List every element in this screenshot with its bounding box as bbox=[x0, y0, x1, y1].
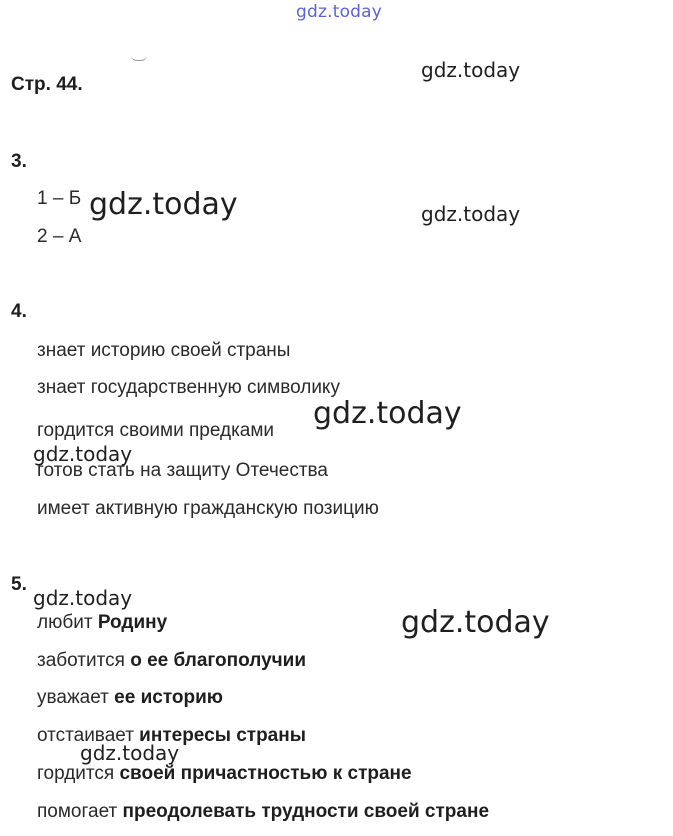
task-5-item: помогает преодолевать трудности своей стране bbox=[37, 801, 490, 822]
watermark: gdz.today bbox=[421, 58, 521, 82]
task-5-item: заботится о ее благополучии bbox=[37, 650, 307, 671]
task-4-item: знает историю своей страны bbox=[37, 340, 291, 361]
task-4-item: знает государственную символику bbox=[37, 377, 340, 398]
task-5-item: уважает ее историю bbox=[37, 687, 223, 708]
task-5-number: 5. bbox=[11, 574, 27, 595]
task-4-number: 4. bbox=[11, 301, 27, 322]
watermark: gdz.today bbox=[89, 187, 238, 222]
task-5-item: гордится своей причастностью к стране bbox=[37, 763, 412, 784]
decorative-mark bbox=[131, 55, 147, 61]
page-title: Стр. 44. bbox=[11, 74, 83, 95]
task-3-answer-1: 1 – Б bbox=[37, 188, 82, 209]
watermark: gdz.today bbox=[33, 586, 133, 610]
watermark-top: gdz.today bbox=[296, 2, 383, 22]
task-5-item: отстаивает интересы страны bbox=[37, 725, 306, 746]
task-3-answer-2: 2 – А bbox=[37, 226, 82, 247]
watermark: gdz.today bbox=[401, 605, 550, 640]
watermark: gdz.today bbox=[80, 741, 180, 765]
watermark: gdz.today bbox=[421, 202, 521, 226]
task-4-item: гордится своими предками bbox=[37, 420, 275, 441]
task-5-item: любит Родину bbox=[37, 612, 168, 633]
task-4-item: имеет активную гражданскую позицию bbox=[37, 498, 379, 519]
task-3-number: 3. bbox=[11, 151, 27, 172]
task-4-item: готов стать на защиту Отечества bbox=[37, 460, 328, 481]
watermark: gdz.today bbox=[313, 396, 462, 431]
watermark: gdz.today bbox=[33, 442, 133, 466]
